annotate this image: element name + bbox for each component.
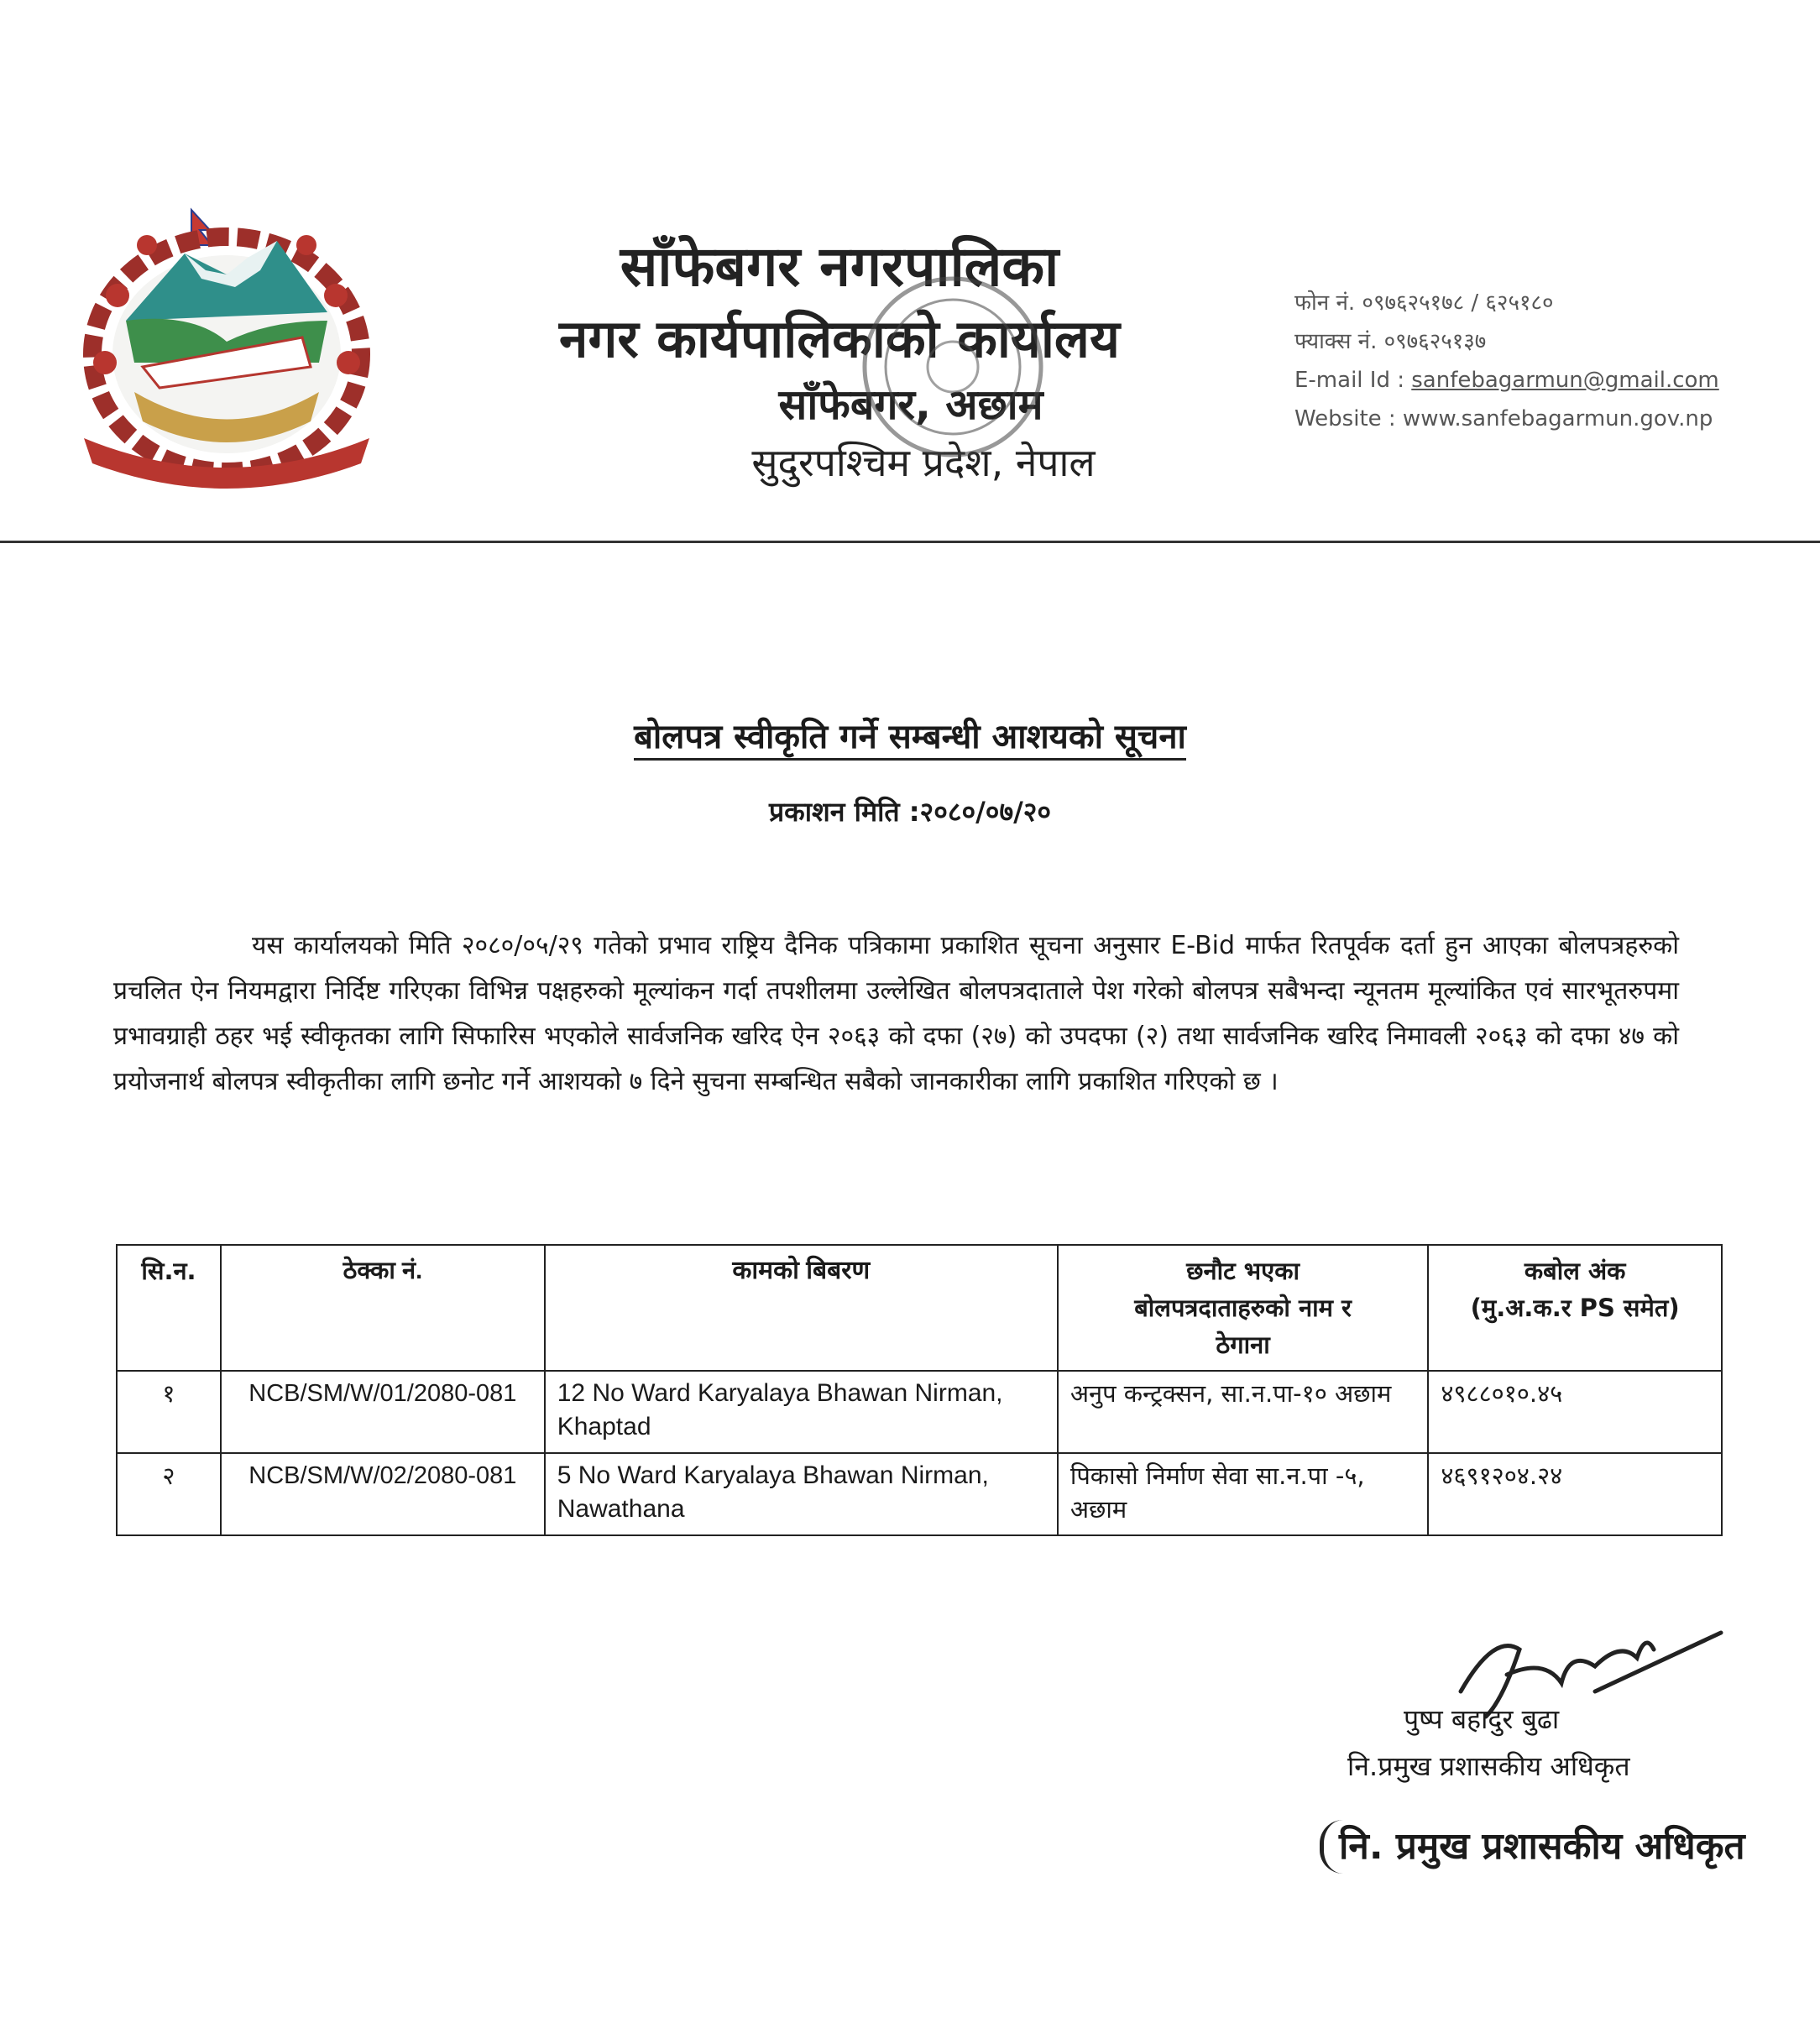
- header-amount-line1: कबोल अंक: [1524, 1257, 1626, 1285]
- table-header-row: [117, 1245, 1722, 1371]
- notice-title-text: बोलपत्र स्वीकृति गर्ने सम्बन्धी आशयको सूचना: [634, 718, 1186, 761]
- website-link[interactable]: Website : www.sanfebagarmun.gov.np: [1294, 406, 1713, 431]
- signatory-name: पुष्प बहादुर बुढा: [1404, 1703, 1560, 1735]
- municipality-name: साँफेबगर नगरपालिका: [620, 234, 1059, 299]
- table-row: [117, 1371, 1722, 1453]
- contact-info: [1294, 284, 1798, 438]
- fax-number: फ्याक्स नं. ०९७६२५१३७: [1294, 329, 1487, 354]
- row-description: 12 No Ward Karyalaya Bhawan Nirman, Khaptad: [545, 1371, 1058, 1453]
- header-description: कामको बिबरण: [545, 1245, 1058, 1371]
- office-name: नगर कार्यपालिकाको कार्यालय: [559, 308, 1120, 369]
- email-link[interactable]: sanfebagarmun@gmail.com: [1411, 368, 1719, 393]
- row-bidder: पिकासो निर्माण सेवा सा.न.पा -५, अछाम: [1058, 1453, 1429, 1535]
- header-bidder-line1: छनौट भएका: [1186, 1257, 1300, 1285]
- notice-title: [0, 714, 1820, 761]
- table-row: [117, 1453, 1722, 1535]
- signatory-designation: नि.प्रमुख प्रशासकीय अधिकृत: [1347, 1750, 1630, 1782]
- header-divider: [0, 541, 1820, 543]
- header-bidder-line3: ठेगाना: [1216, 1331, 1270, 1359]
- designation-stamp: नि. प्रमुख प्रशासकीय अधिकृत: [1320, 1820, 1745, 1874]
- email-label: E-mail Id :: [1294, 368, 1412, 393]
- office-location: साँफेबगर, अछाम: [778, 380, 1043, 429]
- row-sn: १: [117, 1371, 221, 1453]
- row-description: 5 No Ward Karyalaya Bhawan Nirman, Nawathana: [545, 1453, 1058, 1535]
- row-contract-no: NCB/SM/W/01/2080-081: [221, 1371, 545, 1453]
- bid-award-table: [116, 1244, 1723, 1536]
- row-bidder: अनुप कन्ट्रक्सन, सा.न.पा-१० अछाम: [1058, 1371, 1429, 1453]
- email-line: [1294, 361, 1798, 400]
- row-contract-no: NCB/SM/W/02/2080-081: [221, 1453, 545, 1535]
- row-amount: ४६९१२०४.२४: [1428, 1453, 1722, 1535]
- header-contract-no: ठेक्का नं.: [221, 1245, 545, 1371]
- nepal-emblem-icon: [67, 195, 386, 489]
- notice-body: यस कार्यालयको मिति २०८०/०५/२९ गतेको प्रभाव राष्ट्रिय दैनिक पत्रिकामा प्रकाशित सूचना अनुसार E-Bid मार्फत रितपूर्वक दर्ता हुन आएका बोलपत्रहरुको प्रचलित ऐन नियमद्वारा निर्दिष्ट गरिएका विभिन्न पक्षहरुको मूल्यांकन गर्दा तपशीलमा उल्लेखित बोलपत्रदाताले पेश गरेको बोलपत्र सबैभन्दा न्यूनतम मूल्यांकित एवं सारभूतरुपमा प्रभावग्राही ठहर भई स्वीकृतका लागि सिफारिस भएकोले सार्वजनिक खरिद ऐन २०६३ को दफा (२७) को उपदफा (२) तथा सार्वजनिक खरिद निमावली २०६३ को दफा ४७ को प्रयोजनार्थ बोलपत्र स्वीकृतीका लागि छनोट गर्ने आशयको ७ दिने सुचना सम्बन्धित सबैको जानकारीका लागि प्रकाशित गरिएको छ ।: [113, 931, 1679, 1096]
- row-amount: ४९८८०१०.४५: [1428, 1371, 1722, 1453]
- publication-date: प्रकाशन मिति :२०८०/०७/२०: [768, 796, 1052, 828]
- header-amount: [1428, 1245, 1722, 1371]
- header-bidder-line2: बोलपत्रदाताहरुको नाम र: [1134, 1294, 1352, 1322]
- phone-number: फोन नं. ०९७६२५१७८ / ६२५१८०: [1294, 290, 1554, 316]
- office-seal-icon: [856, 270, 1049, 463]
- office-header: [453, 231, 1226, 491]
- row-sn: २: [117, 1453, 221, 1535]
- header-bidder: [1058, 1245, 1429, 1371]
- header-amount-line2: (मु.अ.क.र PS समेत): [1470, 1294, 1680, 1322]
- header-sn: सि.न.: [117, 1245, 221, 1371]
- office-province: सुदुरपश्चिम प्रदेश, नेपाल: [751, 440, 1096, 485]
